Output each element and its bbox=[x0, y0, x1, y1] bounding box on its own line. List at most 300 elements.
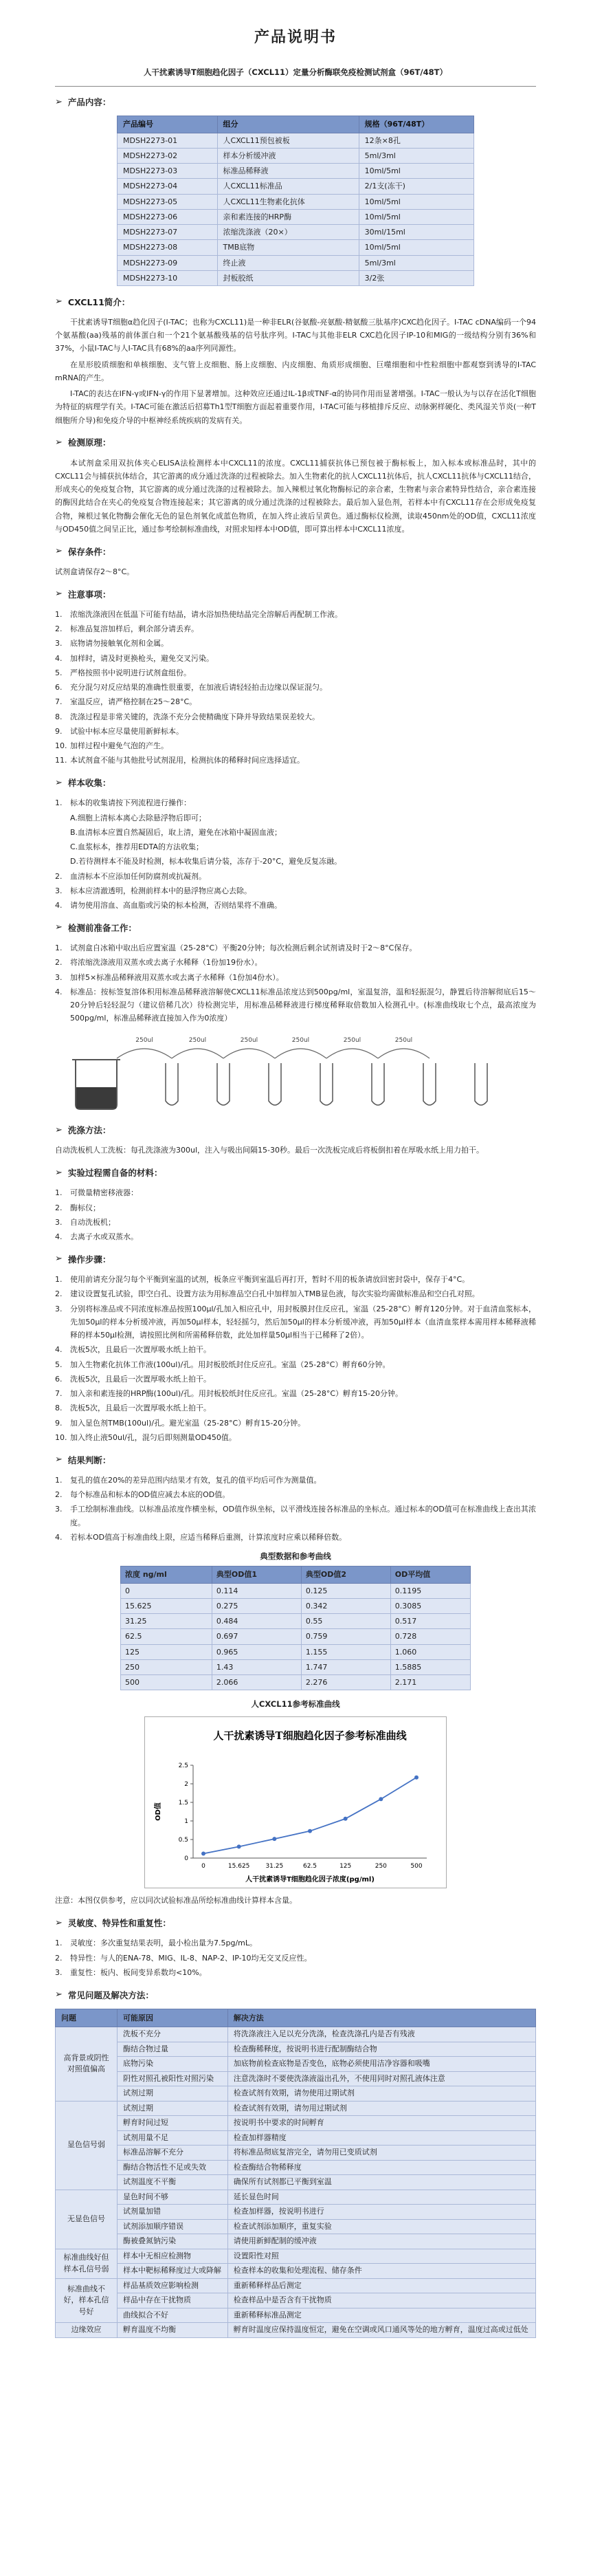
table-cell: 确保所有试剂都已平衡到室温 bbox=[227, 2175, 535, 2190]
section-sample bbox=[55, 776, 536, 913]
list-text: 加入亲和素连接的HRP酶(100ul)/孔。用封板胶纸封住反应孔。室温（25-28°C）孵育15-20分钟。 bbox=[70, 1389, 403, 1399]
list-item bbox=[55, 739, 536, 752]
table-cell: 31.25 bbox=[121, 1614, 212, 1629]
x-tick-label: 15.625 bbox=[227, 1863, 250, 1870]
table-cell: 封板胶纸 bbox=[217, 270, 359, 285]
list-number bbox=[55, 811, 70, 825]
tube-icon bbox=[217, 1063, 230, 1105]
list-number: 1. bbox=[55, 798, 63, 808]
tube-icon bbox=[269, 1063, 281, 1105]
list-number: 3. bbox=[55, 1967, 63, 1977]
y-tick-label: 2 bbox=[184, 1781, 188, 1789]
table-row bbox=[118, 164, 474, 179]
y-tick-label: 0.5 bbox=[178, 1837, 188, 1844]
table-cell: 5ml/3ml bbox=[359, 148, 473, 163]
table-cell: 0.728 bbox=[390, 1629, 470, 1644]
table-cell: 1.747 bbox=[301, 1659, 390, 1674]
section-result bbox=[55, 1452, 536, 1908]
list-text: A.细胞上清标本离心去除悬浮物后即可； bbox=[70, 813, 206, 822]
list-text: 浓缩洗涤液因在低温下可能有结晶，请水浴加热使结晶完全溶解后再配制工作液。 bbox=[70, 609, 342, 619]
list-number: 10. bbox=[55, 741, 67, 751]
list-text: 去离子水或双蒸水。 bbox=[70, 1232, 138, 1242]
list-number: 2. bbox=[55, 1289, 63, 1299]
list-item bbox=[55, 1201, 536, 1214]
list-text: B.血清标本应置自然凝固后，取上清，避免在冰箱中凝固血液； bbox=[70, 827, 282, 837]
dilution-diagram bbox=[55, 1032, 536, 1115]
list-item bbox=[55, 1273, 536, 1286]
table-row bbox=[121, 1583, 471, 1598]
table-row bbox=[56, 2190, 536, 2205]
problem-cell: 标准曲线好但样本孔信号弱 bbox=[56, 2249, 118, 2278]
list-item bbox=[55, 899, 536, 912]
transfer-label: 250ul bbox=[188, 1036, 207, 1044]
intro-paragraph: 在星形胶质细胞和单核细胞、支气管上皮细胞、肠上皮细胞、内皮细胞、角质形成细胞、巨噬细胞和中性粒细胞中都观察到诱导的I-TAC mRNA的产生。 bbox=[55, 360, 536, 382]
list-text: 灵敏度：多次重复结果表明，最小检出量为7.5pg/mL。 bbox=[70, 1939, 258, 1948]
section-troubleshooting bbox=[55, 1987, 536, 2338]
list-number: 11. bbox=[55, 756, 67, 765]
troubleshooting-table bbox=[55, 2009, 536, 2338]
list-item bbox=[55, 826, 536, 839]
list-text: 重复性：板内、板间变异系数均<10%。 bbox=[70, 1967, 207, 1977]
table-row bbox=[56, 2071, 536, 2086]
table-row bbox=[118, 179, 474, 194]
section-performance bbox=[55, 1916, 536, 1980]
steps-list bbox=[55, 1273, 536, 1444]
table-row bbox=[121, 1675, 471, 1690]
table-cell: 125 bbox=[121, 1644, 212, 1659]
section-composition bbox=[55, 95, 536, 287]
table-row bbox=[56, 2101, 536, 2116]
list-item bbox=[55, 1966, 536, 1979]
table-row bbox=[56, 2219, 536, 2234]
arrow-icon: ➢ bbox=[55, 922, 63, 933]
table-cell: 1.43 bbox=[212, 1659, 301, 1674]
table-cell: 洗板不充分 bbox=[118, 2027, 228, 2042]
x-tick-label: 500 bbox=[410, 1863, 423, 1870]
table-header: 浓度 ng/ml bbox=[121, 1567, 212, 1583]
wash-text: 自动洗板机人工洗板：每孔洗涤液为300ul，注入与吸出间隔15-30秒。最后一次洗板完成后将板倒扣着在厚吸水纸上用力拍干。 bbox=[55, 1146, 484, 1155]
table-row bbox=[121, 1644, 471, 1659]
table-cell: 0.965 bbox=[212, 1644, 301, 1659]
table-row bbox=[56, 2249, 536, 2264]
table-cell: MDSH2273-03 bbox=[118, 164, 218, 179]
table-cell: 样品中存在干扰物质 bbox=[118, 2293, 228, 2308]
table-row bbox=[56, 2160, 536, 2175]
list-item bbox=[55, 956, 536, 969]
table-cell: 62.5 bbox=[121, 1629, 212, 1644]
list-item bbox=[55, 1287, 536, 1300]
table-row bbox=[56, 2042, 536, 2057]
data-point bbox=[308, 1829, 312, 1833]
data-point bbox=[379, 1798, 383, 1802]
table-cell: MDSH2273-01 bbox=[118, 133, 218, 148]
list-text: 酶标仪； bbox=[70, 1203, 100, 1212]
table-row bbox=[56, 2264, 536, 2279]
list-text: 标本应清澈透明，检测前样本中的悬浮物应离心去除。 bbox=[70, 886, 252, 895]
table-row bbox=[118, 148, 474, 163]
table-row bbox=[56, 2027, 536, 2042]
list-text: 请勿使用溶血、高血脂或污染的标本检测，否则结果将不准确。 bbox=[70, 901, 282, 910]
table-cell: 0.484 bbox=[212, 1614, 301, 1629]
list-text: 建议设置复孔试验，即空白孔、设置方法为用标准品空白孔中加样加入TMB显色液，每次实验均需做标准品和空白孔对照。 bbox=[70, 1289, 480, 1299]
table-cell: 终止液 bbox=[217, 255, 359, 270]
table-row bbox=[56, 2057, 536, 2072]
data-point bbox=[344, 1817, 348, 1821]
section-heading: 样本收集： bbox=[67, 778, 111, 789]
list-number: 3. bbox=[55, 639, 63, 648]
table-header: 问题 bbox=[56, 2009, 118, 2027]
chart-svg bbox=[145, 1717, 447, 1889]
series-line bbox=[203, 1778, 416, 1854]
table-row bbox=[56, 2146, 536, 2161]
list-text: 使用前请充分混匀每个平衡到室温的试剂，板条应平衡到室温后再打开，暂时不用的板条请放回密封袋中，保存于4°C。 bbox=[70, 1275, 470, 1285]
table-header: 组分 bbox=[217, 116, 359, 133]
list-item bbox=[55, 1216, 536, 1229]
list-number: 1. bbox=[55, 1188, 63, 1198]
table-cell: 加底物前检查底物是否变色，底物必须使用洁净容器和吸嘴 bbox=[227, 2057, 535, 2072]
list-text: 加入生物素化抗体工作液(100ul)/孔。用封板胶纸封住反应孔。室温（25-28°C）孵育60分钟。 bbox=[70, 1360, 390, 1369]
section-heading: 产品内容： bbox=[67, 97, 111, 108]
y-axis-label: OD值 bbox=[155, 1802, 162, 1822]
section-principle bbox=[55, 435, 536, 536]
list-item bbox=[55, 1417, 536, 1430]
table-row bbox=[56, 2130, 536, 2146]
list-text: 标准品复溶加样后，剩余部分请丢弃。 bbox=[70, 624, 199, 634]
table-cell: 检查样本的收集和处理流程、储存条件 bbox=[227, 2264, 535, 2279]
list-text: 特异性：与人的ENA-78、MIG、IL-8、NAP-2、IP-10均无交叉反应性。 bbox=[70, 1953, 312, 1963]
table-row bbox=[56, 2234, 536, 2249]
transfer-label: 250ul bbox=[135, 1036, 153, 1044]
section-heading: 保存条件： bbox=[67, 546, 111, 557]
list-number: 1. bbox=[55, 1939, 63, 1948]
list-item bbox=[55, 1503, 536, 1529]
list-number: 2. bbox=[55, 1490, 63, 1500]
table-cell: MDSH2273-06 bbox=[118, 209, 218, 224]
list-number: 1. bbox=[55, 943, 63, 953]
tube-icon bbox=[372, 1063, 384, 1105]
list-item bbox=[55, 637, 536, 650]
section-heading: 洗涤方法： bbox=[67, 1125, 111, 1136]
table-cell: 2.066 bbox=[212, 1675, 301, 1690]
list-number: 3. bbox=[55, 972, 63, 982]
list-number: 7. bbox=[55, 1389, 63, 1399]
table-cell: 10ml/5ml bbox=[359, 164, 473, 179]
list-number: 4. bbox=[55, 1232, 63, 1242]
section-storage bbox=[55, 544, 536, 578]
y-tick-label: 1 bbox=[184, 1818, 188, 1826]
list-item bbox=[55, 695, 536, 708]
data-point bbox=[414, 1776, 419, 1780]
list-item bbox=[55, 1531, 536, 1544]
arrow-icon: ➢ bbox=[55, 1254, 63, 1265]
table-cell: 样品基质效应影响检测 bbox=[118, 2278, 228, 2293]
problem-cell: 无显色信号 bbox=[56, 2190, 118, 2249]
table-cell: 10ml/5ml bbox=[359, 209, 473, 224]
list-item bbox=[55, 754, 536, 767]
table-cell: MDSH2273-10 bbox=[118, 270, 218, 285]
chart-caption: 人CXCL11参考标准曲线 bbox=[251, 1699, 340, 1710]
transfer-arrow bbox=[326, 1049, 378, 1058]
intro-paragraph: I-TAC的表达在IFN-γ或IFN-γ的作用下显著增加。这种效应还通过IL-1β或TNF-α的协同作用而显著增强。I-TAC一般认为与以存在活化T细胞为特征的病理学有关。I-TAC可能在激活后招募Th1型T细胞方面起着重要作用，I-TAC可能与移植排斥反应、动脉粥样硬化、类风湿关节炎(一种T细胞所介导)和免疫介导的中枢神经系统疾病的发病有关。 bbox=[55, 389, 536, 425]
list-number: 6. bbox=[55, 683, 63, 692]
table-cell: 试剂量加错 bbox=[118, 2205, 228, 2220]
sample-list bbox=[55, 796, 536, 912]
list-number: 1. bbox=[55, 1275, 63, 1285]
list-number: 4. bbox=[55, 987, 63, 996]
std-table-caption: 典型数据和参考曲线 bbox=[260, 1551, 331, 1562]
table-cell: 检查酶稀释度，按说明书进行配制酶结合物 bbox=[227, 2042, 535, 2057]
table-cell: 试剂过期 bbox=[118, 2101, 228, 2116]
table-row bbox=[56, 2308, 536, 2323]
table-cell: 浓缩洗涤液（20×） bbox=[217, 225, 359, 240]
list-text: 加样过程中避免气泡的产生。 bbox=[70, 741, 168, 751]
tube-icon bbox=[423, 1063, 436, 1105]
table-cell: 0.275 bbox=[212, 1598, 301, 1613]
table-cell: 30ml/15ml bbox=[359, 225, 473, 240]
table-cell: 0.3085 bbox=[390, 1598, 470, 1613]
list-item bbox=[55, 941, 536, 954]
principle-paragraph: 本试剂盒采用双抗体夹心ELISA法检测样本中CXCL11的浓度。CXCL11捕获抗体已预包被于酶标板上，加入标本或标准品时，其中的CXCL11会与捕获抗体结合，其它游离的成分通过洗涤的过程被除去。加入生物素化的抗人CXCL11抗体后，抗人CXCL11抗体与CXCL11结合，形成夹心的免疫复合物，其它游离的成分通过洗涤的过程被除去。加入辣根过氧化物酶标记的亲合素，生物素与亲合素特异性结合，亲合素连接的酶因此结合在夹心的免疫复合物连接起来；其它游离的成分通过洗涤的过程被除去。最后加入显色剂，若样本中有CXCL11存在会形成免疫复合物，辣根过氧化物酶会催化无色的显色剂氧化成蓝色物质，在加入终止液后呈黄色。通过酶标仪检测，读取450nm处的OD值，CXCL11浓度与OD450值之间呈正比，通过参考绘制标准曲线，对照求知样本中OD值，即可算出样本中CXCL11浓度。 bbox=[55, 458, 536, 534]
list-number: 5. bbox=[55, 1360, 63, 1369]
data-point bbox=[201, 1852, 205, 1856]
section-notes bbox=[55, 587, 536, 767]
list-number: 7. bbox=[55, 697, 63, 707]
notes-list bbox=[55, 608, 536, 767]
list-item bbox=[55, 1373, 536, 1386]
list-text: 分别将标准品或不同浓度标准品按照100μl/孔加入相应孔中，用封板膜封住反应孔，室温（25-28°C）孵育120分钟。对于血清血浆标本，先加50μl的样本分析缓冲液，再加50μl样本，轻轻摇匀，然后加50μl的样本分析缓冲液，再加50μl样本（血清血浆样本需用样本稀释液稀释的样本50μl检测，请按照比例和所需稀释倍数，此处加样量50μl相当于已稀释了2倍）。 bbox=[70, 1304, 536, 1340]
transfer-label: 250ul bbox=[291, 1036, 310, 1044]
list-item bbox=[55, 710, 536, 723]
table-cell: 0.517 bbox=[390, 1614, 470, 1629]
list-number: 3. bbox=[55, 886, 63, 895]
x-tick-label: 0 bbox=[201, 1863, 205, 1870]
standard-data-table bbox=[120, 1566, 471, 1690]
table-cell: 孵育温度不均衡 bbox=[118, 2323, 228, 2338]
transfer-label: 250ul bbox=[394, 1036, 413, 1044]
table-cell: 检查样品中是否含有干扰物质 bbox=[227, 2293, 535, 2308]
table-cell: 试剂添加顺序错误 bbox=[118, 2219, 228, 2234]
section-wash bbox=[55, 1123, 536, 1157]
list-number bbox=[55, 840, 70, 853]
list-text: 充分混匀对反应结果的准确性很重要，在加液后请轻轻拍击边缘以保证混匀。 bbox=[70, 683, 327, 692]
list-number: 4. bbox=[55, 653, 63, 663]
list-item bbox=[55, 1936, 536, 1950]
list-text: 室温反应，请严格控制在25～28°C。 bbox=[70, 697, 197, 707]
table-row bbox=[56, 2086, 536, 2102]
list-text: 严格按照书中说明进行试剂盒组份。 bbox=[70, 668, 191, 677]
section-heading: 注意事项： bbox=[67, 589, 111, 600]
table-cell: 1.155 bbox=[301, 1644, 390, 1659]
x-tick-label: 31.25 bbox=[265, 1863, 284, 1870]
list-item bbox=[55, 1488, 536, 1501]
table-cell: 1.060 bbox=[390, 1644, 470, 1659]
list-text: 加入显色剂TMB(100ul)/孔。避光室温（25-28°C）孵育15-20分钟。 bbox=[70, 1418, 306, 1428]
list-text: 洗板5次，且最后一次置厚吸水纸上拍干。 bbox=[70, 1374, 211, 1384]
list-item bbox=[55, 681, 536, 694]
list-item bbox=[55, 652, 536, 665]
problem-cell: 标准曲线不好，样本孔信号好 bbox=[56, 2278, 118, 2323]
table-cell: 0.125 bbox=[301, 1583, 390, 1598]
table-cell: 0.114 bbox=[212, 1583, 301, 1598]
chart-title: 人干扰素诱导T细胞趋化因子参考标准曲线 bbox=[213, 1729, 407, 1743]
data-point bbox=[272, 1837, 276, 1841]
table-cell: 500 bbox=[121, 1675, 212, 1690]
section-materials bbox=[55, 1166, 536, 1244]
table-cell: 延长显色时间 bbox=[227, 2190, 535, 2205]
table-cell: 人CXCL11预包被板 bbox=[217, 133, 359, 148]
table-cell: 亲和素连接的HRP酶 bbox=[217, 209, 359, 224]
document-title: 产品说明书 bbox=[254, 29, 337, 46]
table-cell: 阴性对照孔被阳性对照污染 bbox=[118, 2071, 228, 2086]
table-cell: 15.625 bbox=[121, 1598, 212, 1613]
list-text: 加样时，请及时更换枪头，避免交叉污染。 bbox=[70, 653, 214, 663]
list-number: 4. bbox=[55, 901, 63, 910]
problem-cell: 边缘效应 bbox=[56, 2323, 118, 2338]
list-item bbox=[55, 811, 536, 825]
section-heading: 检测前准备工作： bbox=[67, 922, 137, 933]
x-tick-label: 250 bbox=[375, 1863, 387, 1870]
list-text: 洗涤过程是非常关键的，洗涤不充分会使精确度下降并导致结果误差较大。 bbox=[70, 712, 320, 721]
list-number: 9. bbox=[55, 726, 63, 736]
table-row bbox=[56, 2175, 536, 2190]
section-heading: 实验过程需自备的材料： bbox=[67, 1168, 163, 1179]
section-prep bbox=[55, 920, 536, 1114]
table-cell: 0.342 bbox=[301, 1598, 390, 1613]
table-cell: 按说明书中要求的时间孵育 bbox=[227, 2116, 535, 2131]
list-item bbox=[55, 1474, 536, 1487]
table-cell: 10ml/5ml bbox=[359, 240, 473, 255]
table-cell: 250 bbox=[121, 1659, 212, 1674]
list-number: 2. bbox=[55, 1953, 63, 1963]
table-cell: 标准品稀释液 bbox=[217, 164, 359, 179]
result-list bbox=[55, 1474, 536, 1544]
table-cell: 检查加样器，按说明书进行 bbox=[227, 2205, 535, 2220]
dilution-svg bbox=[55, 1032, 536, 1115]
list-number bbox=[55, 826, 70, 839]
list-item bbox=[55, 1358, 536, 1371]
table-cell: 人CXCL11生物素化抗体 bbox=[217, 194, 359, 209]
table-cell: MDSH2273-02 bbox=[118, 148, 218, 163]
list-number: 9. bbox=[55, 1418, 63, 1428]
arrow-icon: ➢ bbox=[55, 296, 63, 307]
table-cell: 10ml/5ml bbox=[359, 194, 473, 209]
list-number: 5. bbox=[55, 668, 63, 677]
list-text: 洗板5次，且最后一次置厚吸水纸上拍干。 bbox=[70, 1345, 211, 1355]
table-cell: MDSH2273-05 bbox=[118, 194, 218, 209]
list-text: 标本的收集请按下列流程进行操作： bbox=[70, 798, 191, 808]
table-cell: 试剂用量不足 bbox=[118, 2130, 228, 2146]
list-text: 加样5×标准品稀释液用双蒸水或去离子水稀释（1份加4份水）。 bbox=[70, 972, 284, 982]
arrow-icon: ➢ bbox=[55, 1917, 63, 1928]
composition-table bbox=[117, 116, 474, 286]
table-cell: 检查加样器精度 bbox=[227, 2130, 535, 2146]
transfer-label: 250ul bbox=[240, 1036, 258, 1044]
table-cell: 孵育时温度应保持温度恒定，避免在空调或风口通风等处的地方孵育，温度过高或过低处 bbox=[227, 2323, 535, 2338]
list-number: 3. bbox=[55, 1505, 63, 1514]
table-cell: 注意洗涤时不要使洗涤液溢出孔外，不使用同时对照孔液体注意 bbox=[227, 2071, 535, 2086]
table-cell: 2.276 bbox=[301, 1675, 390, 1690]
list-item bbox=[55, 796, 536, 809]
list-text: 试剂盒自冰箱中取出后应置室温（25-28°C）平衡20分钟；每次检测后剩余试剂请及时于2～8°C保存。 bbox=[70, 943, 417, 953]
table-row bbox=[118, 255, 474, 270]
table-row bbox=[118, 133, 474, 148]
table-cell: 孵育时间过短 bbox=[118, 2116, 228, 2131]
problem-cell: 高背景或阴性对照值偏高 bbox=[56, 2027, 118, 2102]
table-row bbox=[118, 240, 474, 255]
list-text: 底物请勿接触氧化剂和金属。 bbox=[70, 639, 168, 648]
table-cell: 试剂温度不平衡 bbox=[118, 2175, 228, 2190]
table-row bbox=[118, 270, 474, 285]
arrow-icon: ➢ bbox=[55, 589, 63, 600]
table-cell: 0.55 bbox=[301, 1614, 390, 1629]
list-number: 2. bbox=[55, 1203, 63, 1212]
list-text: 本试剂盒不能与其他批号试剂混用，检测抗体的稀释时间应选择适宜。 bbox=[70, 756, 304, 765]
table-row bbox=[121, 1614, 471, 1629]
table-header: 典型OD值2 bbox=[301, 1567, 390, 1583]
section-intro bbox=[55, 294, 536, 427]
table-header: 产品编号 bbox=[118, 116, 218, 133]
table-cell: 0.1195 bbox=[390, 1583, 470, 1598]
list-text: 若标本OD值高于标准曲线上限，应适当稀释后重测，计算浓度时应乘以稀释倍数。 bbox=[70, 1532, 347, 1542]
list-item bbox=[55, 1186, 536, 1199]
table-row bbox=[56, 2293, 536, 2308]
y-tick-label: 0 bbox=[184, 1855, 188, 1863]
list-number: 2. bbox=[55, 958, 63, 968]
table-cell: 重新稀释样品后测定 bbox=[227, 2278, 535, 2293]
table-cell: 检查试剂有效期，请勿用过期试剂 bbox=[227, 2101, 535, 2116]
table-row bbox=[118, 194, 474, 209]
list-item bbox=[55, 884, 536, 897]
list-text: 加入终止液50ul/孔，混匀后即刻测量OD450值。 bbox=[70, 1432, 236, 1442]
arrow-icon: ➢ bbox=[55, 1989, 63, 2000]
prep-list bbox=[55, 941, 536, 1025]
list-item bbox=[55, 666, 536, 679]
performance-list bbox=[55, 1936, 536, 1979]
table-row bbox=[56, 2205, 536, 2220]
y-tick-label: 1.5 bbox=[178, 1800, 188, 1807]
table-cell: 酶被叠氮钠污染 bbox=[118, 2234, 228, 2249]
table-header: 规格（96T/48T） bbox=[359, 116, 473, 133]
table-row bbox=[118, 225, 474, 240]
list-item bbox=[55, 1401, 536, 1415]
table-cell: 检查试剂有效期，请勿使用过期试剂 bbox=[227, 2086, 535, 2102]
list-item bbox=[55, 971, 536, 984]
arrow-icon: ➢ bbox=[55, 437, 63, 448]
section-heading: 灵敏度、特异性和重复性： bbox=[67, 1918, 171, 1929]
table-cell: 曲线拟合不好 bbox=[118, 2308, 228, 2323]
table-cell: 0 bbox=[121, 1583, 212, 1598]
table-cell: 3/2张 bbox=[359, 270, 473, 285]
table-header: 解决方法 bbox=[227, 2009, 535, 2027]
intro-paragraph: 干扰素诱导T细胞α趋化因子(I-TAC；也称为CXCL11)是一种非ELR(谷氨酸-亮氨酸-精氨酸三肽基序)CXC趋化因子。I-TAC cDNA编码一个94个氨基酸(aa)残基的前体蛋白和一个21个氨基酸残基的信号肽序列。I-TAC与其他非ELR CXC趋化因子IP-10和MIG的一级结构分别有36%和37%，小鼠I-TAC与人I-TAC具有68%的aa序列同源性。 bbox=[55, 317, 536, 353]
table-cell: 酶结合物活性不足或失效 bbox=[118, 2160, 228, 2175]
table-cell: 试剂过期 bbox=[118, 2086, 228, 2102]
list-number: 4. bbox=[55, 1532, 63, 1542]
table-cell: MDSH2273-04 bbox=[118, 179, 218, 194]
list-item bbox=[55, 1431, 536, 1444]
list-text: 自动洗板机； bbox=[70, 1217, 115, 1227]
list-text: D.若待测样本不能及时检测，标本收集后请分装，冻存于-20°C，避免反复冻融。 bbox=[70, 857, 342, 866]
section-heading: 检测原理： bbox=[67, 437, 111, 448]
transfer-arrow bbox=[172, 1049, 223, 1058]
list-item bbox=[55, 1952, 536, 1965]
table-cell: 检查酶结合物稀释度 bbox=[227, 2160, 535, 2175]
table-cell: 样本中无相应检测物 bbox=[118, 2249, 228, 2264]
arrow-icon: ➢ bbox=[55, 1167, 63, 1178]
list-number: 6. bbox=[55, 1374, 63, 1384]
list-text: 复孔的值在20%的差异范围内结果才有效，复孔的值平均后可作为测量值。 bbox=[70, 1475, 322, 1485]
list-text: 标准品：按标签复溶体积用标准品稀释液溶解使CXCL11标准品浓度达到500pg/ml，室温复溶，温和轻振混匀，静置后待溶解彻底后15～20分钟后轻轻混匀（建议倍稀几次）待检测完毕，用标准品稀释液进行梯度稀释取倍数加入检测孔中。(标准曲线取七个点，最高浓度为500pg/ml，标准品稀释液直接加入作为0浓度） bbox=[70, 987, 536, 1023]
